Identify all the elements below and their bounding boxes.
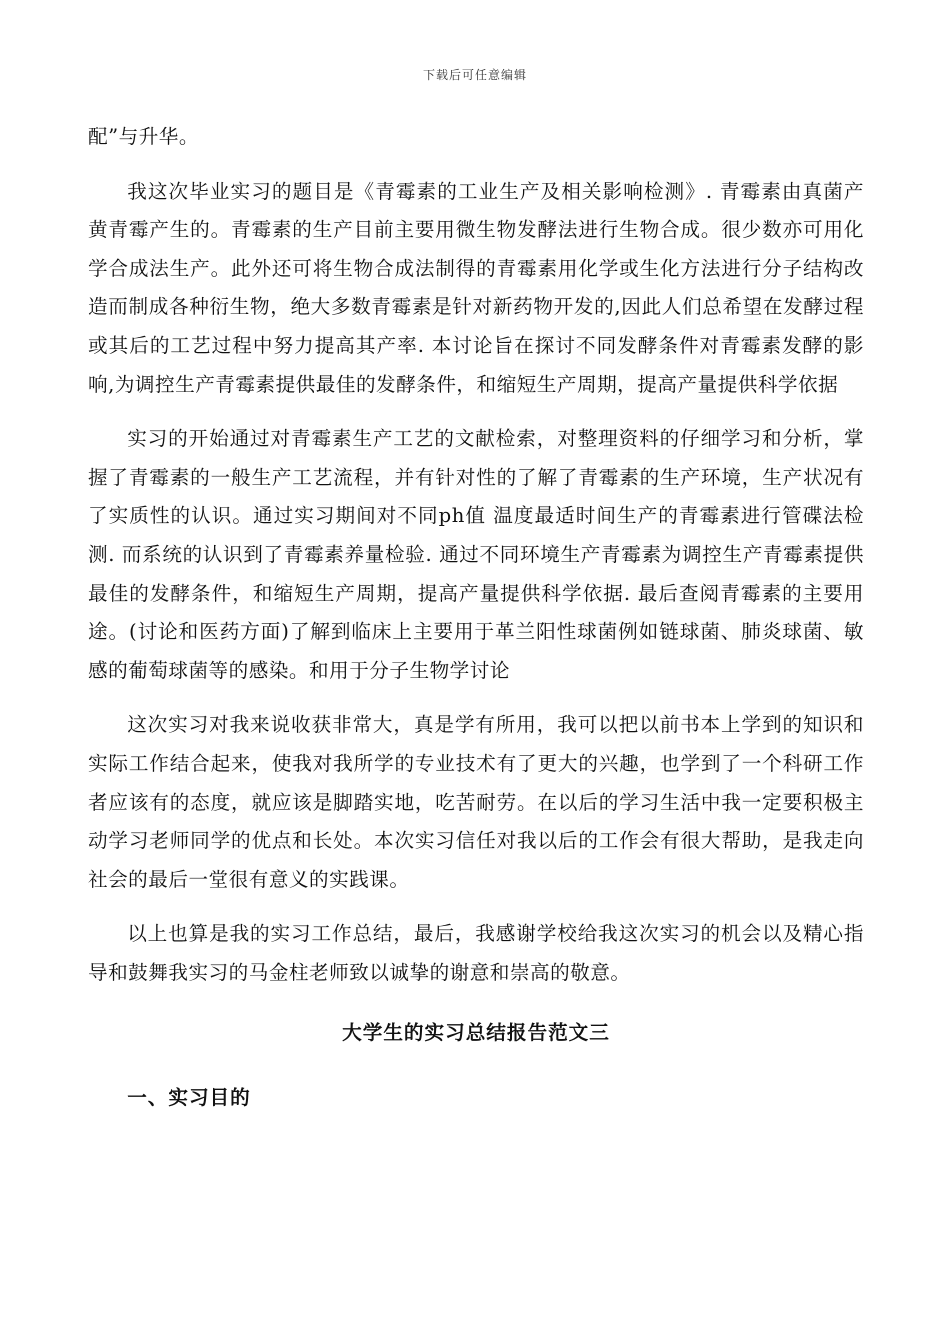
section-title: 大学生的实习总结报告范文三 bbox=[342, 1021, 610, 1045]
paragraph-process: 实习的开始通过对青霉素生产工艺的文献检索，对整理资料的仔细学习和分析，掌握了青霉素的一般生产工艺流程，并有针对性的了解了青霉素的生产环境，生产状况有了实质性的认识。通过实习期间对不同ph值 温度最适时间生产的青霉素进行管碟法检测. 而系统的认识到了青霉素养量检验. 通过不同环境生产青霉素为调控生产青霉素提供最佳的发酵条件，和缩短生产周期，提高产量提供科学依据. 最后查阅青霉素的主要用途。(讨论和医药方面)了解到临床上主要用于革兰阳性球菌例如链球菌、肺炎球菌、敏感的葡萄球菌等的感染。和用于分子生物学讨论 bbox=[88, 427, 864, 682]
document-body bbox=[88, 118, 864, 1118]
paragraph-thanks: 以上也算是我的实习工作总结，最后，我感谢学校给我这次实习的机会以及精心指导和鼓舞我实习的马金柱老师致以诚挚的谢意和崇高的敬意。 bbox=[88, 922, 864, 984]
paragraph-gains: 这次实习对我来说收获非常大，真是学有所用，我可以把以前书本上学到的知识和实际工作结合起来，使我对我所学的专业技术有了更大的兴趣，也学到了一个科研工作者应该有的态度，就应该是脚踏实地，吃苦耐劳。在以后的学习生活中我一定要积极主动学习老师同学的优点和长处。本次实习信任对我以后的工作会有很大帮助，是我走向社会的最后一堂很有意义的实践课。 bbox=[88, 713, 864, 891]
page-header: 下载后可任意编辑 bbox=[422, 68, 527, 82]
paragraph-topic: 我这次毕业实习的题目是《青霉素的工业生产及相关影响检测》. 青霉素由真菌产黄青霉产生的。青霉素的生产目前主要用微生物发酵法进行生物合成。很少数亦可用化学合成法生产。此外还可将生物合成法制得的青霉素用化学或生化方法进行分子结构改造而制成各种衍生物，绝大多数青霉素是针对新药物开发的,因此人们总希望在发酵过程或其后的工艺过程中努力提高其产率. 本讨论旨在探讨不同发酵条件对青霉素发酵的影响,为调控生产青霉素提供最佳的发酵条件，和缩短生产周期，提高产量提供科学依据 bbox=[88, 179, 864, 396]
paragraph-continuation: 配”与升华。 bbox=[88, 125, 199, 148]
sub-heading: 一、实习目的 bbox=[127, 1086, 251, 1110]
